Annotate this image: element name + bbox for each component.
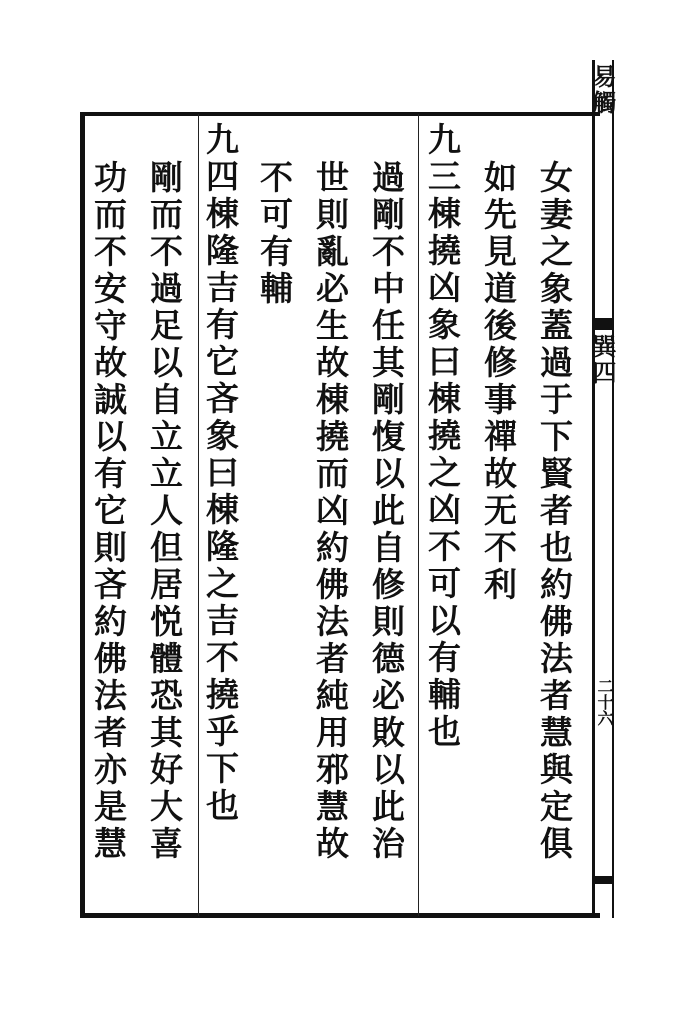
text-column-2: 如先見道後修事禪故无不利 xyxy=(479,160,518,604)
margin-book-title: 易觸 xyxy=(588,64,617,116)
text-column-4: 過剛不中任其剛愎以此自修則德必敗以此治 xyxy=(367,160,406,863)
text-column-8: 剛而不過足以自立立人但居悦體恐其好大喜 xyxy=(145,160,184,863)
column-rule xyxy=(418,114,419,916)
text-column-7: 九四棟隆吉有它吝象曰棟隆之吉不撓乎下也 xyxy=(201,122,240,825)
text-column-6: 不可有輔 xyxy=(255,160,294,308)
column-rule xyxy=(198,114,199,916)
margin-folio-number: 二十六 xyxy=(595,678,614,726)
margin-section-label: 巽四 xyxy=(588,334,617,386)
text-column-3: 九三棟撓凶象曰棟撓之凶不可以有輔也 xyxy=(423,122,462,751)
text-column-9: 功而不安守故誠以有它則吝約佛法者亦是慧 xyxy=(89,160,128,863)
text-column-1: 女妻之象蓋過于下賢者也約佛法者慧與定俱 xyxy=(535,160,574,863)
text-column-5: 世則亂必生故棟撓而凶約佛法者純用邪慧故 xyxy=(311,160,350,863)
